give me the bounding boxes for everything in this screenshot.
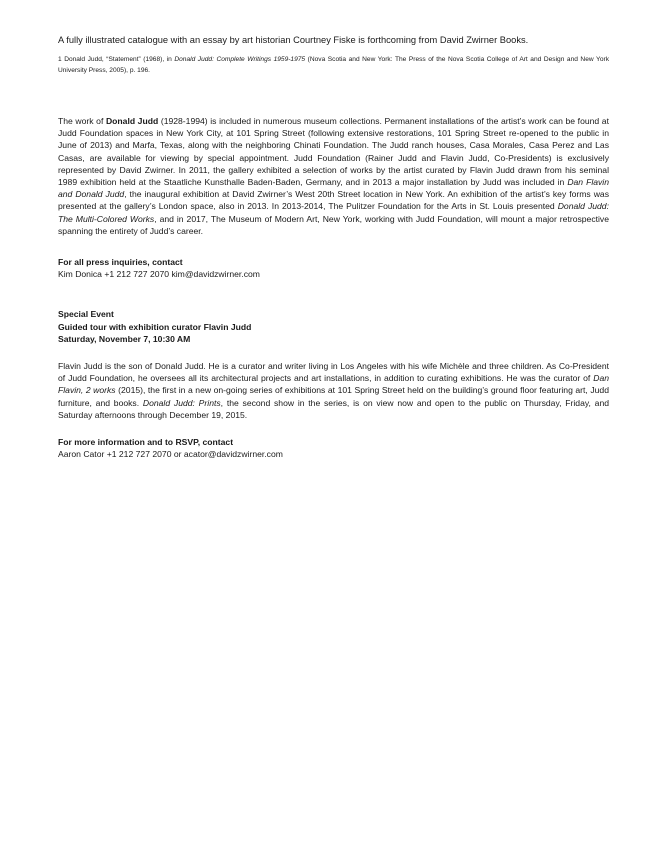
catalogue-note: A fully illustrated catalogue with an essay by art historian Courtney Fiske is forthcoming from David Zwirner Books. — [58, 35, 529, 45]
press-heading: For all press inquiries, contact — [58, 257, 183, 268]
special-event — [58, 308, 609, 345]
bio-text-4: , and in 2017, The Museum of Modern Art, New York, working with Judd Foundation, will mount a major retrospective spanning the entirety of Judd’s career. — [58, 213, 609, 236]
footnote-prefix: 1 Donald Judd, “Statement” (1968), in — [58, 56, 175, 63]
rsvp-contact-line[interactable]: Aaron Cator +1 212 727 2070 or acator@davidzwirner.com — [58, 449, 283, 460]
event-subtitle: Guided tour with exhibition curator Flavin Judd — [58, 321, 252, 332]
rsvp-heading: For more information and to RSVP, contact — [58, 437, 234, 448]
show-title-1: Dan Flavin, 2 works — [58, 373, 609, 396]
event-date: Saturday, November 7, 10:30 AM — [58, 333, 191, 344]
exhibition-title-1: Dan Flavin and Donald Judd — [58, 177, 609, 200]
flavin-text-3: , the second show in the series, is on view now and open to the public on Thursday, Friday, and Saturday afternoons through December 19, 2015. — [58, 397, 610, 420]
flavin-text-2: (2015), the first in a new on-going series of exhibitions at 101 Spring Street held on the building’s ground floor featuring art, Judd furniture, and books. — [58, 385, 609, 408]
press-contact-line[interactable]: Kim Donica +1 212 727 2070 kim@davidzwirner.com — [58, 269, 260, 280]
exhibition-title-2: Donald Judd: The Multi-Colored Works — [58, 201, 609, 224]
curator-bio-paragraph — [58, 360, 609, 421]
rsvp-contact — [58, 436, 609, 460]
artist-name: Donald Judd — [105, 116, 159, 126]
show-title-2: Donald Judd: Prints — [142, 397, 221, 408]
bio-text-1: The work of — [58, 116, 106, 126]
footnote — [58, 55, 609, 76]
footnote-suffix: (Nova Scotia and New York: The Press of the Nova Scotia College of Art and Design and New York University Press, 2005), p. 196. — [58, 56, 609, 74]
flavin-text-1: Flavin Judd is the son of Donald Judd. He is a curator and writer living in Los Angeles with his wife Michèle and three children. As Co-President of Judd Foundation, he oversees all its architectural projects and art installations, in addition to curating exhibitions. He was the curator of — [58, 361, 609, 384]
document-page — [58, 34, 609, 460]
bio-text-3: , the inaugural exhibition at David Zwirner’s West 20th Street location in New York. An exhibition of the artist’s key forms was presented at the gallery’s London space, also in 2013. In 2013-2014, The Pulitzer Foundation for the Arts in St. Louis presented — [58, 189, 609, 212]
event-title: Special Event — [58, 309, 114, 320]
bio-text-2: (1928-1994) is included in numerous museum collections. Permanent installations of the artist’s work can be found at Judd Foundation spaces in New York City, at 101 Spring Street (following extensive restorations, 101 Spring Street re-opened to the public in June of 2013) and Marfa, Texas, along with the neighboring Chinati Foundation. The Judd ranch houses, Casa Morales, Casa Perez and Las Casas, are available for viewing by special appointment. Judd Foundation (Rainer Judd and Flavin Judd, Co-Presidents) is exclusively represented by David Zwirner. In 2011, the gallery exhibited a selection of works by the artist curated by Flavin Judd drawn from his seminal 1989 exhibition held at the Staatliche Kunsthalle Baden-Baden, Germany, and in 2013 a major installation by Judd was included in — [58, 116, 609, 188]
footnote-book-title: Donald Judd: Complete Writings 1959-1975 — [174, 56, 306, 63]
press-contact — [58, 256, 609, 280]
artist-bio-paragraph — [58, 115, 609, 237]
